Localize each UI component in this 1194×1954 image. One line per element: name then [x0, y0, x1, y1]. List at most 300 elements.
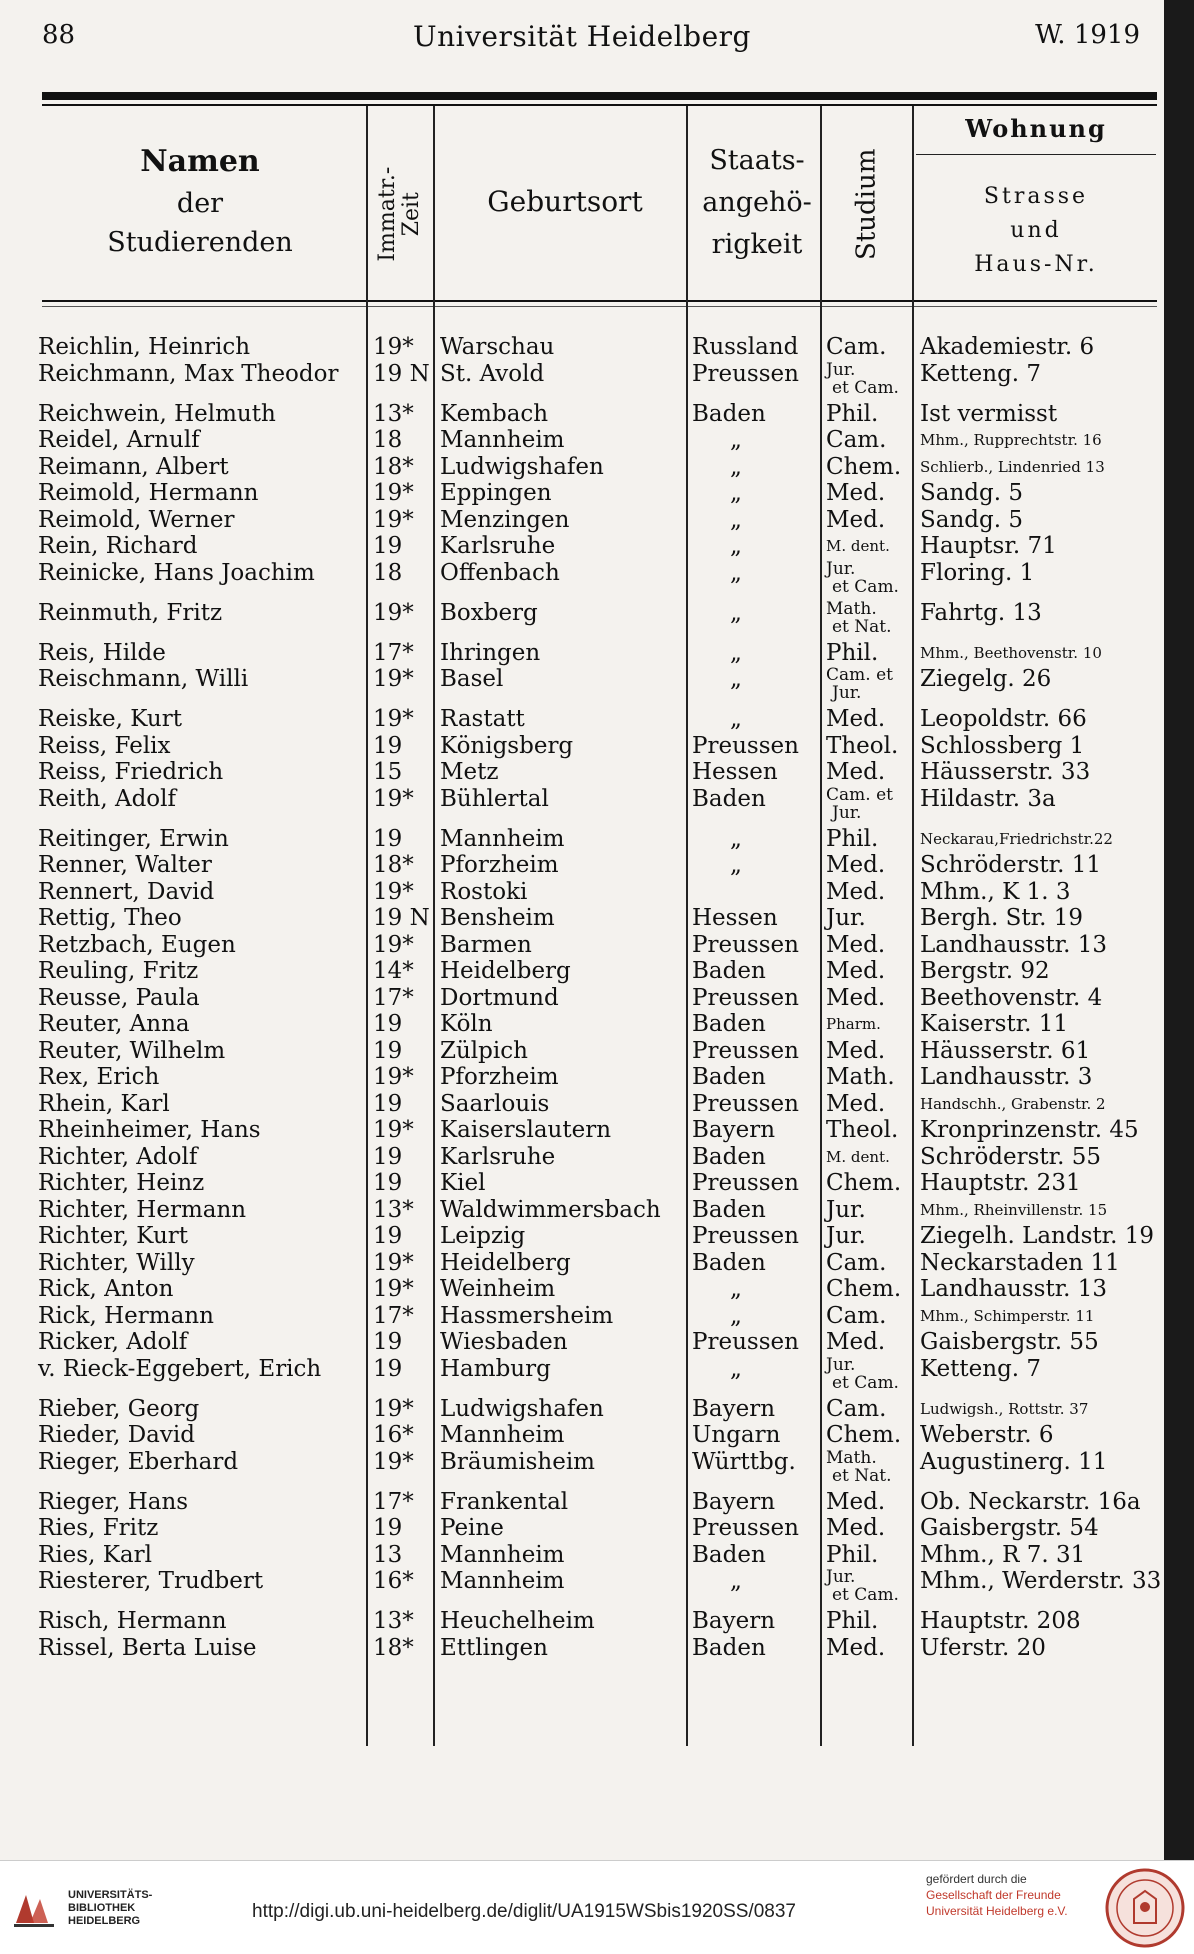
- nationality: „: [730, 533, 742, 559]
- birthplace: Bräumisheim: [440, 1448, 595, 1475]
- address: Mhm., R 7. 31: [920, 1541, 1086, 1568]
- table-row: [0, 879, 1164, 905]
- field-of-study-line1: Jur.: [826, 1567, 856, 1587]
- student-name: Rieger, Hans: [38, 1488, 189, 1515]
- birthplace: Weinheim: [440, 1276, 556, 1302]
- immatr-time: 19*: [373, 599, 414, 626]
- student-name: Ricker, Adolf: [38, 1329, 188, 1355]
- field-of-study: Phil.: [826, 639, 879, 666]
- address: Mhm., Rupprechtstr. 16: [920, 431, 1102, 449]
- address: Ludwigsh., Rottstr. 37: [920, 1399, 1089, 1418]
- student-name: Rettig, Theo: [38, 905, 182, 931]
- nationality: Baden: [692, 1249, 766, 1276]
- address: Akademiestr. 6: [920, 334, 1095, 360]
- field-of-study: Med.: [826, 1090, 886, 1117]
- table-row: [0, 533, 1164, 559]
- birthplace: Kiel: [440, 1170, 486, 1196]
- immatr-time: 19*: [373, 480, 414, 506]
- nationality: Preussen: [692, 1223, 799, 1249]
- immatr-time: 13: [373, 1541, 403, 1568]
- birthplace: Köln: [440, 1011, 493, 1037]
- address: Neckarau,Friedrichstr.22: [920, 829, 1113, 848]
- birthplace: Kaiserslautern: [440, 1117, 612, 1143]
- immatr-time: 13*: [373, 1608, 414, 1634]
- nationality: Baden: [692, 1541, 766, 1568]
- birthplace: Mannheim: [440, 1422, 565, 1448]
- field-of-study: Med.: [826, 480, 886, 506]
- birthplace: Königsberg: [440, 732, 574, 759]
- immatr-time: 19: [373, 1355, 403, 1382]
- birthplace: Hassmersheim: [440, 1302, 614, 1329]
- nationality: Baden: [692, 785, 766, 812]
- table-row: [0, 1635, 1164, 1661]
- student-name: Richter, Kurt: [38, 1223, 189, 1249]
- nationality: „: [730, 1568, 742, 1594]
- field-of-study: Med.: [826, 984, 886, 1011]
- birthplace: Basel: [440, 666, 504, 692]
- field-of-study: Med.: [826, 759, 886, 785]
- student-name: Rieger, Eberhard: [38, 1448, 239, 1475]
- sponsor-note: [926, 1871, 1068, 1919]
- library-logo-icon: [12, 1889, 58, 1929]
- table-row: [0, 1038, 1164, 1064]
- field-of-study: Phil.: [826, 1608, 879, 1634]
- address: Kaiserstr. 11: [920, 1011, 1069, 1037]
- staat-header-line2: angehö-: [702, 186, 812, 218]
- birthplace: Mannheim: [440, 1541, 565, 1568]
- nationality: „: [730, 559, 742, 586]
- address: Beethovenstr. 4: [920, 984, 1103, 1011]
- nationality: Württbg.: [692, 1448, 796, 1475]
- student-name: Rick, Hermann: [38, 1302, 214, 1329]
- birthplace: Heuchelheim: [440, 1608, 595, 1634]
- field-of-study: Phil.: [826, 400, 879, 427]
- immatr-time: 19*: [373, 1448, 414, 1475]
- studium-column-header: Studium: [851, 148, 882, 260]
- address: Mhm., Beethovenstr. 10: [920, 643, 1102, 662]
- table-row: [0, 733, 1164, 759]
- table-row: [0, 1276, 1164, 1302]
- address: Hauptstr. 208: [920, 1608, 1081, 1634]
- table-row: [0, 985, 1164, 1011]
- field-of-study-line1: Jur.: [826, 558, 856, 579]
- digitization-footer: [0, 1860, 1194, 1954]
- field-of-study: Med.: [826, 1488, 886, 1515]
- immatr-time: 19 N: [373, 905, 430, 931]
- address: Ziegelg. 26: [920, 666, 1052, 692]
- nationality: Baden: [692, 1064, 766, 1090]
- field-of-study: Med.: [826, 706, 886, 732]
- immatr-time: 16*: [373, 1568, 414, 1594]
- immatr-time: 19*: [373, 1117, 414, 1143]
- address: Floring. 1: [920, 559, 1035, 586]
- table-row: [0, 1064, 1164, 1090]
- student-name: Reusse, Paula: [38, 984, 200, 1011]
- field-of-study-line1: Jur.: [826, 1354, 856, 1375]
- student-name: Reuter, Wilhelm: [38, 1037, 226, 1064]
- student-name: Rheinheimer, Hans: [38, 1117, 261, 1143]
- address: Mhm., Rheinvillenstr. 15: [920, 1200, 1108, 1219]
- table-row: [0, 1303, 1164, 1329]
- address: Kronprinzenstr. 45: [920, 1117, 1139, 1143]
- field-of-study: Chem.: [826, 1170, 902, 1196]
- address: Mhm., Schimperstr. 11: [920, 1306, 1095, 1325]
- nationality: Baden: [692, 1143, 766, 1170]
- residence-header-rule: [916, 154, 1156, 155]
- table-row: [0, 454, 1164, 480]
- student-name: Reiske, Kurt: [38, 706, 182, 732]
- nationality-column-header: [692, 140, 822, 266]
- nationality: Preussen: [692, 1329, 799, 1355]
- sponsor-line2: Gesellschaft der Freunde: [926, 1888, 1061, 1902]
- student-name: Rhein, Karl: [38, 1090, 170, 1117]
- nationality: Preussen: [692, 931, 799, 958]
- field-of-study-line2: et Cam.: [832, 377, 899, 398]
- student-name: Reimold, Hermann: [38, 480, 259, 506]
- birthplace: Metz: [440, 759, 499, 785]
- address: Schlierb., Lindenried 13: [920, 457, 1105, 476]
- field-of-study: Med.: [826, 958, 886, 984]
- birthplace: Peine: [440, 1515, 504, 1541]
- student-name: Rick, Anton: [38, 1276, 174, 1302]
- immatr-time: 18: [373, 427, 403, 453]
- table-row: [0, 1170, 1164, 1196]
- field-of-study: Chem.: [826, 1276, 902, 1302]
- birthplace: Mannheim: [440, 1568, 565, 1594]
- nationality: Baden: [692, 958, 766, 984]
- nationality: Hessen: [692, 905, 778, 931]
- birthplace: Rostoki: [440, 878, 528, 905]
- street-header-line2: und: [1010, 218, 1062, 244]
- table-row: [0, 507, 1164, 533]
- student-name: Richter, Heinz: [38, 1170, 205, 1196]
- field-of-study: Pharm.: [826, 1015, 881, 1033]
- address: Neckarstaden 11: [920, 1249, 1120, 1276]
- immatr-time: 19*: [373, 666, 414, 692]
- nationality: Russland: [692, 334, 799, 360]
- student-name: Rieber, Georg: [38, 1395, 200, 1422]
- birthplace: Waldwimmersbach: [440, 1196, 661, 1223]
- nationality: „: [730, 1302, 742, 1329]
- address: Gaisbergstr. 55: [920, 1329, 1099, 1355]
- field-of-study: Med.: [826, 506, 886, 533]
- address: Bergstr. 92: [920, 958, 1050, 984]
- immatr-time: 19*: [373, 706, 414, 732]
- table-row: [0, 598, 1164, 637]
- source-url-link[interactable]: http://digi.ub.uni-heidelberg.de/diglit/UA1915WSbis1920SS/0837: [252, 1901, 796, 1922]
- street-header-line1: Strasse: [983, 184, 1089, 209]
- student-name: Richter, Adolf: [38, 1143, 198, 1170]
- table-row: [0, 1144, 1164, 1170]
- address: Weberstr. 6: [920, 1422, 1054, 1448]
- student-name: Reiss, Friedrich: [38, 759, 224, 785]
- sponsor-line3: Universität Heidelberg e.V.: [926, 1904, 1068, 1918]
- header-bottom-rule-thin: [42, 306, 1157, 307]
- immatr-time: 19: [373, 1515, 403, 1541]
- birthplace: Saarlouis: [440, 1090, 550, 1117]
- student-name: Rex, Erich: [38, 1064, 160, 1090]
- street-header-line3: Haus-Nr.: [974, 252, 1098, 278]
- address: Ziegelh. Landstr. 19: [920, 1223, 1154, 1249]
- field-of-study-line2: et Cam.: [832, 1585, 899, 1605]
- field-of-study: Theol.: [826, 732, 899, 759]
- field-of-study: Chem.: [826, 1422, 902, 1448]
- address: Gaisbergstr. 54: [920, 1515, 1099, 1541]
- nationality: Ungarn: [692, 1422, 781, 1448]
- field-of-study: [826, 1356, 899, 1392]
- field-of-study-line1: Jur.: [826, 359, 856, 380]
- address: Ketteng. 7: [920, 360, 1042, 387]
- birthplace: Rastatt: [440, 706, 525, 732]
- birthplace: Wiesbaden: [440, 1329, 568, 1355]
- immatr-time: 19: [373, 1223, 403, 1249]
- address: Mhm., K 1. 3: [920, 878, 1071, 905]
- birthplace: Karlsruhe: [440, 1143, 556, 1170]
- field-of-study-line2: Jur.: [832, 683, 862, 703]
- table-row: [0, 1354, 1164, 1393]
- table-row: [0, 958, 1164, 984]
- student-name: Reuling, Fritz: [38, 958, 199, 984]
- table-row: [0, 1447, 1164, 1486]
- student-name: Rennert, David: [38, 878, 215, 905]
- field-of-study: [826, 1449, 892, 1485]
- address: Bergh. Str. 19: [920, 905, 1084, 931]
- birthplace: Offenbach: [440, 559, 560, 586]
- birthplace-column-header: Geburtsort: [487, 185, 643, 218]
- immatr-time: 14*: [373, 958, 414, 984]
- immatr-time: 19: [373, 1170, 403, 1196]
- field-of-study: Med.: [826, 1037, 886, 1064]
- table-row: [0, 1608, 1164, 1634]
- field-of-study: Jur.: [826, 905, 866, 931]
- student-name: v. Rieck-Eggebert, Erich: [38, 1355, 322, 1382]
- address: Häusserstr. 61: [920, 1037, 1091, 1064]
- library-name-line1: UNIVERSITÄTS-: [68, 1889, 153, 1901]
- immatr-time: 19: [373, 1143, 403, 1170]
- birthplace: Ludwigshafen: [440, 1395, 604, 1422]
- table-row: [0, 759, 1164, 785]
- library-name-line2: BIBLIOTHEK: [68, 1902, 136, 1914]
- student-name: Reichmann, Max Theodor: [38, 360, 339, 387]
- nationality: Preussen: [692, 732, 799, 759]
- birthplace: Mannheim: [440, 427, 565, 453]
- nationality: Bayern: [692, 1488, 776, 1515]
- student-name: Reimold, Werner: [38, 506, 235, 533]
- address: Hauptstr. 231: [920, 1170, 1081, 1196]
- table-row: [0, 1117, 1164, 1143]
- table-row: [0, 706, 1164, 732]
- nationality: „: [730, 480, 742, 506]
- field-of-study: Cam.: [826, 1249, 887, 1276]
- immatr-time: 19*: [373, 506, 414, 533]
- table-row: [0, 852, 1164, 878]
- address: Landhausstr. 13: [920, 1276, 1108, 1302]
- address: Landhausstr. 13: [920, 931, 1108, 958]
- birthplace: Hamburg: [440, 1355, 551, 1382]
- immatr-time: 13*: [373, 400, 414, 427]
- table-row: [0, 1011, 1164, 1037]
- field-of-study: [826, 1568, 899, 1604]
- staat-header-line3: rigkeit: [711, 228, 803, 260]
- birthplace: Heidelberg: [440, 1249, 571, 1276]
- field-of-study: Med.: [826, 931, 886, 958]
- immatr-time: 19*: [373, 878, 414, 905]
- field-of-study: [826, 361, 899, 397]
- address: Schlossberg 1: [920, 732, 1085, 759]
- immatr-time: 18*: [373, 1634, 414, 1661]
- table-row: [0, 826, 1164, 852]
- address: Sandg. 5: [920, 480, 1023, 506]
- birthplace: Bühlertal: [440, 785, 549, 812]
- student-name: Richter, Hermann: [38, 1196, 247, 1223]
- field-of-study: Math.: [826, 1064, 895, 1090]
- address: Handschh., Grabenstr. 2: [920, 1094, 1106, 1113]
- table-row: [0, 1422, 1164, 1448]
- field-of-study: [826, 600, 892, 636]
- birthplace: Menzingen: [440, 506, 570, 533]
- student-name: Rein, Richard: [38, 533, 198, 559]
- field-of-study-line2: Jur.: [832, 802, 862, 823]
- field-of-study: Phil.: [826, 1541, 879, 1568]
- field-of-study: [826, 666, 893, 702]
- address: Hauptsr. 71: [920, 533, 1057, 559]
- field-of-study: Chem.: [826, 453, 902, 480]
- table-row: [0, 784, 1164, 823]
- field-of-study-line2: et Cam.: [832, 1372, 899, 1393]
- immatr-time: 15: [373, 759, 403, 785]
- table-row: [0, 1542, 1164, 1568]
- field-of-study: Phil.: [826, 825, 879, 852]
- field-of-study: Med.: [826, 1329, 886, 1355]
- field-of-study: M. dent.: [826, 537, 890, 555]
- birthplace: Warschau: [440, 334, 555, 360]
- immatr-time: 19: [373, 1090, 403, 1117]
- nationality: Baden: [692, 1011, 766, 1037]
- birthplace: Karlsruhe: [440, 533, 556, 559]
- immatr-time: 19*: [373, 334, 414, 360]
- running-title: Universität Heidelberg: [413, 20, 751, 53]
- student-name: Ries, Fritz: [38, 1515, 159, 1541]
- address: Sandg. 5: [920, 506, 1023, 533]
- immatr-time: 18*: [373, 852, 414, 878]
- immatr-time: 17*: [373, 1302, 414, 1329]
- field-of-study: Cam.: [826, 1395, 887, 1422]
- field-of-study: [826, 560, 899, 596]
- field-of-study: Jur.: [826, 1223, 866, 1249]
- header-rule-thick: [42, 92, 1157, 100]
- nationality: Hessen: [692, 759, 778, 785]
- immatr-time: 18: [373, 559, 403, 586]
- student-name: Reinicke, Hans Joachim: [38, 559, 315, 586]
- immatr-time: 19*: [373, 931, 414, 958]
- student-name: Rieder, David: [38, 1422, 195, 1448]
- field-of-study: Cam.: [826, 1302, 887, 1329]
- table-row: [0, 905, 1164, 931]
- field-of-study: Med.: [826, 852, 886, 878]
- birthplace: St. Avold: [440, 360, 545, 387]
- address: Ist vermisst: [920, 400, 1058, 427]
- birthplace: Bensheim: [440, 905, 555, 931]
- table-row: [0, 359, 1164, 398]
- sponsor-line1: gefördert durch die: [926, 1872, 1027, 1886]
- immatr-time: 19: [373, 533, 403, 559]
- nationality: „: [730, 599, 742, 626]
- nationality: Baden: [692, 1634, 766, 1661]
- nationality: Preussen: [692, 1515, 799, 1541]
- birthplace: Dortmund: [440, 984, 559, 1011]
- field-of-study: Cam.: [826, 334, 887, 360]
- birthplace: Ihringen: [440, 639, 541, 666]
- table-row: [0, 1567, 1164, 1605]
- header-rule-thin: [42, 104, 1157, 106]
- immatr-time: 17*: [373, 1488, 414, 1515]
- nationality: „: [730, 506, 742, 533]
- birthplace: Barmen: [440, 931, 532, 958]
- nationality: Preussen: [692, 1037, 799, 1064]
- address: Augustinerg. 11: [920, 1448, 1108, 1475]
- nationality: „: [730, 706, 742, 732]
- student-name: Reischmann, Willi: [38, 666, 249, 692]
- field-of-study-line1: Cam. et: [826, 665, 893, 685]
- table-row: [0, 401, 1164, 427]
- table-row: [0, 1223, 1164, 1249]
- nationality: Baden: [692, 1196, 766, 1223]
- field-of-study: Med.: [826, 1515, 886, 1541]
- field-of-study-line1: Cam. et: [826, 784, 893, 805]
- student-name: Reichwein, Helmuth: [38, 400, 276, 427]
- nationality: Preussen: [692, 1170, 799, 1196]
- address: Mhm., Werderstr. 33: [920, 1568, 1162, 1594]
- student-name: Rissel, Berta Luise: [38, 1634, 257, 1661]
- student-name: Reuter, Anna: [38, 1011, 190, 1037]
- nationality: Preussen: [692, 984, 799, 1011]
- immatr-time: 19 N: [373, 360, 430, 387]
- immatr-header-line1: Immatr.-: [374, 166, 400, 262]
- immatr-time: 19: [373, 1329, 403, 1355]
- student-name: Reis, Hilde: [38, 639, 166, 666]
- immatr-time: 18*: [373, 453, 414, 480]
- student-name: Reidel, Arnulf: [38, 427, 200, 453]
- student-name: Riesterer, Trudbert: [38, 1568, 264, 1594]
- nationality: Preussen: [692, 1090, 799, 1117]
- birthplace: Zülpich: [440, 1037, 528, 1064]
- scan-edge: [1164, 0, 1194, 1860]
- address: Hildastr. 3a: [920, 785, 1056, 812]
- immatr-time: 16*: [373, 1422, 414, 1448]
- names-header-line3: Studierenden: [107, 226, 293, 258]
- field-of-study: Med.: [826, 1634, 886, 1661]
- staat-header-line1: Staats-: [709, 145, 805, 176]
- birthplace: Pforzheim: [440, 852, 559, 878]
- table-row: [0, 1091, 1164, 1117]
- student-name: Reiss, Felix: [38, 732, 171, 759]
- field-of-study: [826, 786, 893, 822]
- immatr-time: 19*: [373, 1395, 414, 1422]
- immatr-time: 17*: [373, 984, 414, 1011]
- birthplace: Heidelberg: [440, 958, 571, 984]
- field-of-study-line2: et Nat.: [832, 616, 892, 637]
- birthplace: Mannheim: [440, 825, 565, 852]
- names-header-line1: Namen: [140, 144, 260, 179]
- nationality: Preussen: [692, 360, 799, 387]
- nationality: „: [730, 1355, 742, 1382]
- field-of-study-line1: Math.: [826, 1447, 877, 1468]
- street-column-header: [916, 180, 1156, 282]
- student-name: Risch, Hermann: [38, 1608, 227, 1634]
- birthplace: Ettlingen: [440, 1634, 548, 1661]
- nationality: „: [730, 1276, 742, 1302]
- table-row: [0, 1489, 1164, 1515]
